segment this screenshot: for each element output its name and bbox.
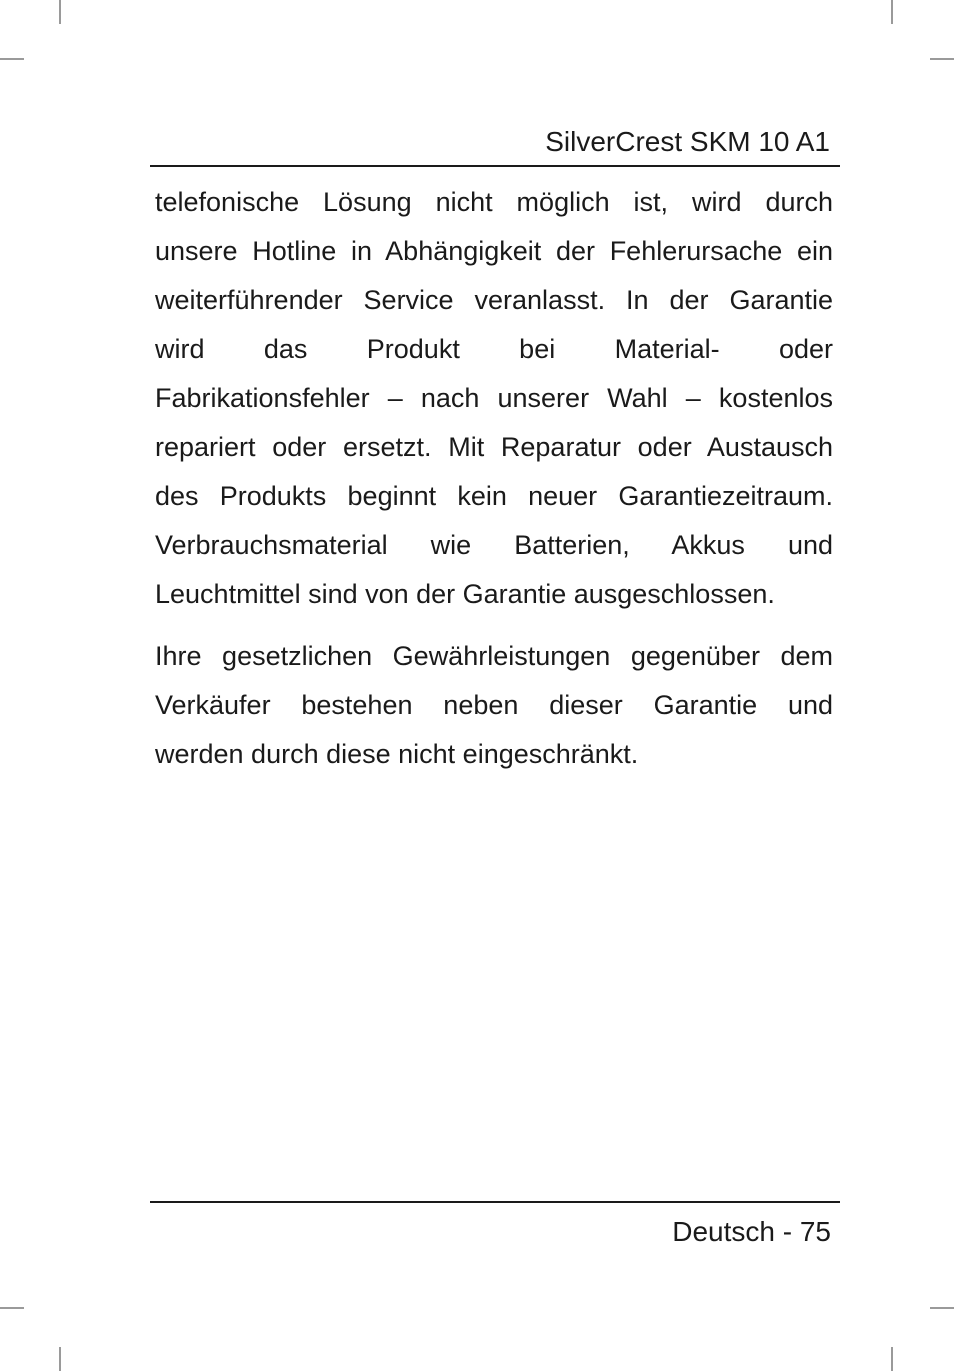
crop-mark-bottom-right-horizontal bbox=[930, 1307, 954, 1309]
header-rule bbox=[150, 165, 840, 167]
text-line: weiterführender Service veranlasst. In der Garantie bbox=[155, 285, 833, 315]
text-line: Verkäufer bestehen neben dieser Garantie und bbox=[155, 690, 833, 720]
crop-mark-top-left-horizontal bbox=[0, 58, 24, 60]
text-line: repariert oder ersetzt. Mit Reparatur oder Austausch bbox=[155, 432, 833, 462]
text-line: wird das Produkt bei Material- oder bbox=[155, 334, 833, 364]
text-line: des Produkts beginnt kein neuer Garantiezeitraum. bbox=[155, 481, 833, 511]
crop-mark-bottom-right-vertical bbox=[891, 1347, 893, 1371]
paragraph-warranty-service bbox=[155, 178, 833, 619]
text-line: telefonische Lösung nicht möglich ist, wird durch bbox=[155, 187, 833, 217]
running-header-title: SilverCrest SKM 10 A1 bbox=[545, 126, 830, 157]
crop-mark-top-right-horizontal bbox=[930, 58, 954, 60]
text-line: Leuchtmittel sind von der Garantie ausgeschlossen. bbox=[155, 579, 775, 609]
text-line: Ihre gesetzlichen Gewährleistungen gegenüber dem bbox=[155, 641, 833, 671]
text-line: werden durch diese nicht eingeschränkt. bbox=[155, 739, 639, 769]
page-number-label: Deutsch - 75 bbox=[672, 1216, 831, 1247]
body-text bbox=[155, 178, 833, 779]
crop-mark-bottom-left-vertical bbox=[59, 1347, 61, 1371]
text-line: Verbrauchsmaterial wie Batterien, Akkus und bbox=[155, 530, 833, 560]
footer-rule bbox=[150, 1201, 840, 1203]
crop-mark-bottom-left-horizontal bbox=[0, 1307, 24, 1309]
crop-mark-top-right-vertical bbox=[891, 0, 893, 24]
paragraph-statutory-rights bbox=[155, 632, 833, 779]
text-line: Fabrikationsfehler – nach unserer Wahl – kostenlos bbox=[155, 383, 833, 413]
text-line: unsere Hotline in Abhängigkeit der Fehlerursache ein bbox=[155, 236, 833, 266]
crop-mark-top-left-vertical bbox=[59, 0, 61, 24]
